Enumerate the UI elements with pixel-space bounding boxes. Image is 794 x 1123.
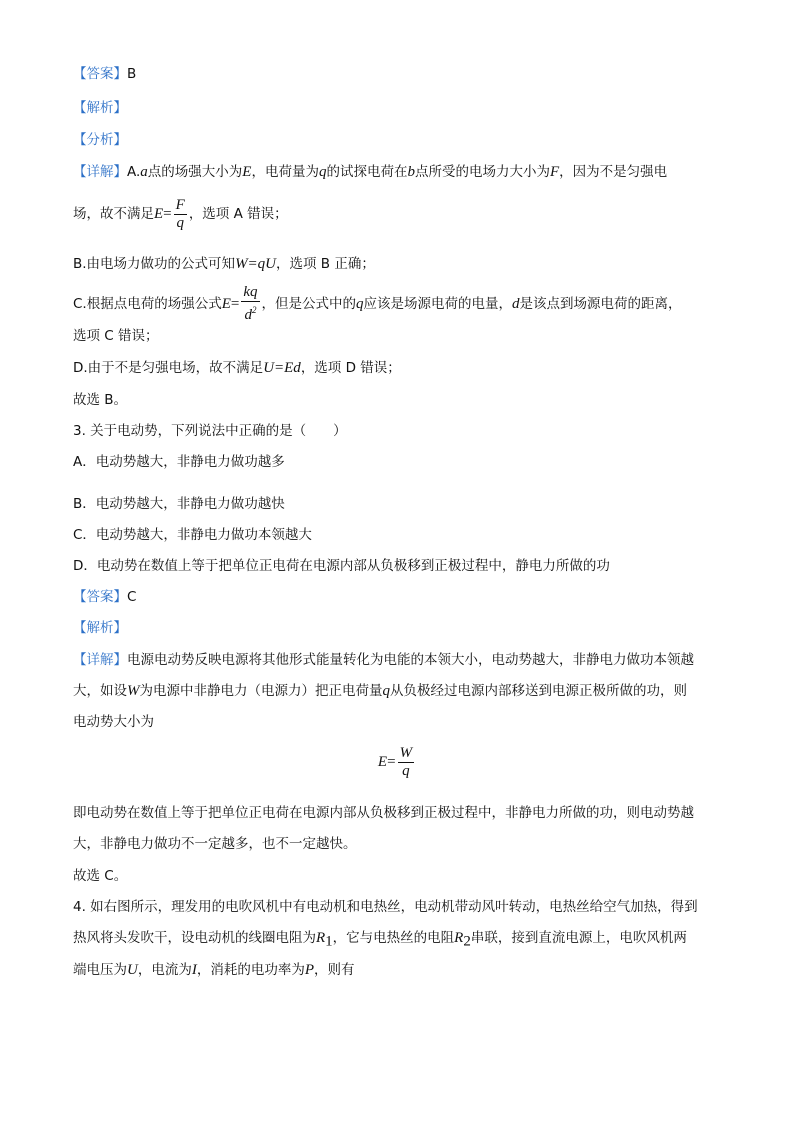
math-var: P bbox=[304, 962, 315, 978]
q4-line2 bbox=[73, 928, 687, 952]
formula-lhs: E bbox=[154, 206, 164, 222]
text-segment: 点的场强大小为 bbox=[147, 164, 243, 180]
text-segment: ，电流为 bbox=[137, 962, 192, 978]
text-segment: 大，如设 bbox=[73, 683, 127, 699]
q2-analysis-tag: 【解析】 bbox=[73, 100, 127, 116]
q3-conclusion: 故选 C。 bbox=[73, 868, 128, 884]
text-segment: 是该点到场源电荷的距离， bbox=[519, 296, 682, 312]
text-segment: C.根据点电荷的场强公式 bbox=[73, 296, 222, 312]
math-var: b bbox=[407, 164, 415, 180]
formula-lhs: E bbox=[221, 296, 231, 312]
subscript: 2 bbox=[463, 933, 471, 950]
text-segment: ，选项 A 错误； bbox=[188, 206, 288, 222]
text-segment: ，选项 B 正确； bbox=[276, 256, 375, 272]
q2-detail-a-line2 bbox=[73, 196, 288, 232]
math-var: q bbox=[356, 296, 364, 312]
math-var: R bbox=[316, 930, 326, 946]
math-var: R bbox=[454, 930, 464, 946]
q3-after-line1: 即电动势在数值上等于把单位正电荷在电源内部从负极移到正极过程中，非静电力所做的功，则电动势越 bbox=[73, 805, 694, 821]
q3-option-a: A．电动势越大，非静电力做功越多 bbox=[73, 454, 285, 470]
formula-eq: = bbox=[387, 754, 396, 770]
fraction-numerator: kq bbox=[243, 284, 258, 300]
subscript: 1 bbox=[325, 933, 333, 950]
answer-value: C bbox=[127, 589, 137, 605]
text-segment: 为电源中非静电力（电源力）把正电荷量 bbox=[139, 683, 383, 699]
formula-eq: = bbox=[230, 296, 240, 312]
q4-line3 bbox=[73, 960, 355, 980]
q3-detail-line1 bbox=[73, 650, 694, 670]
text-segment: ，电荷量为 bbox=[251, 164, 319, 180]
q3-display-formula bbox=[0, 744, 794, 780]
fraction-denominator: q bbox=[402, 762, 410, 779]
math-var: F bbox=[549, 164, 560, 180]
q3-detail-line2 bbox=[73, 681, 687, 701]
text-segment: ，它与电热丝的电阻 bbox=[332, 930, 455, 946]
text-segment: 点所受的电场力大小为 bbox=[414, 164, 550, 180]
formula-w-qu: W=qU bbox=[235, 256, 277, 272]
text-segment: ，则有 bbox=[314, 962, 355, 978]
denominator-base: d bbox=[244, 307, 252, 323]
q3-stem: 3. 关于电动势，下列说法中正确的是（ ） bbox=[73, 423, 347, 439]
text-segment: 从负极经过电源内部移送到电源正极所做的功，则 bbox=[390, 683, 687, 699]
q3-answer-line bbox=[73, 587, 136, 607]
text-segment: 场，故不满足 bbox=[73, 206, 154, 222]
q2-detail-a-line1 bbox=[73, 162, 667, 182]
fraction-f-over-q bbox=[174, 197, 187, 232]
q3-after-line2: 大，非静电力做功不一定越多，也不一定越快。 bbox=[73, 836, 357, 852]
text-segment: ，选项 D 错误； bbox=[300, 360, 401, 376]
answer-value: B bbox=[127, 66, 137, 82]
q3-analysis-tag: 【解析】 bbox=[73, 620, 127, 636]
q4-line1: 4. 如右图所示，理发用的电吹风机中有电动机和电热丝，电动机带动风叶转动，电热丝给空气加热，得到 bbox=[73, 899, 698, 915]
fraction-denominator bbox=[241, 302, 259, 324]
q3-option-b: B．电动势越大，非静电力做功越快 bbox=[73, 496, 285, 512]
text-segment: ，因为不是匀强电 bbox=[559, 164, 668, 180]
q2-fenxi-tag: 【分析】 bbox=[73, 132, 127, 148]
math-var: a bbox=[140, 164, 148, 180]
text-segment: ，但是公式中的 bbox=[261, 296, 357, 312]
math-var: E bbox=[242, 164, 252, 180]
q2-detail-c-line2: 选项 C 错误； bbox=[73, 328, 159, 344]
q3-option-c: C．电动势越大，非静电力做功本领越大 bbox=[73, 527, 312, 543]
detail-tag: 【详解】 bbox=[73, 164, 127, 180]
formula-lhs: E bbox=[377, 754, 388, 770]
text-segment: 电源电动势反映电源将其他形式能量转化为电能的本领大小，电动势越大，非静电力做功本领越 bbox=[127, 652, 694, 668]
math-var: I bbox=[191, 962, 197, 978]
text-segment: D.由于不是匀强电场，故不满足 bbox=[73, 360, 264, 376]
q2-conclusion: 故选 B。 bbox=[73, 392, 128, 408]
q2-answer-line bbox=[73, 64, 136, 84]
text-segment: B.由电场力做功的公式可知 bbox=[73, 256, 236, 272]
math-var: W bbox=[127, 683, 140, 699]
text-segment: 应该是场源电荷的电量， bbox=[363, 296, 513, 312]
math-var: d bbox=[512, 296, 520, 312]
fraction-w-over-q bbox=[398, 745, 415, 780]
fraction-numerator: W bbox=[399, 744, 413, 761]
q2-detail-b-line bbox=[73, 254, 375, 274]
formula-u-ed: U=Ed bbox=[263, 360, 301, 376]
fraction-numerator: F bbox=[175, 196, 185, 213]
fraction-denominator: q bbox=[176, 214, 184, 231]
math-var: q bbox=[382, 683, 390, 699]
text-segment: 端电压为 bbox=[73, 962, 127, 978]
fraction-kq-over-d2 bbox=[241, 284, 259, 324]
text-segment: A. bbox=[127, 164, 141, 180]
q2-detail-d-line bbox=[73, 358, 401, 378]
text-segment: ，消耗的电功率为 bbox=[196, 962, 305, 978]
math-var: U bbox=[127, 962, 138, 978]
detail-tag: 【详解】 bbox=[73, 652, 127, 668]
text-segment: 串联，接到直流电源上，电吹风机两 bbox=[470, 930, 687, 946]
math-var: q bbox=[318, 164, 327, 180]
denominator-exponent: 2 bbox=[251, 305, 257, 315]
q3-detail-line3: 电动势大小为 bbox=[73, 714, 154, 730]
answer-tag: 【答案】 bbox=[73, 589, 127, 605]
formula-eq: = bbox=[163, 206, 172, 222]
answer-tag: 【答案】 bbox=[73, 66, 127, 82]
text-segment: 的试探电荷在 bbox=[326, 164, 408, 180]
q2-detail-c-line1 bbox=[73, 284, 682, 324]
q3-option-d: D．电动势在数值上等于把单位正电荷在电源内部从负极移到正极过程中，静电力所做的功 bbox=[73, 558, 610, 574]
text-segment: 热风将头发吹干，设电动机的线圈电阻为 bbox=[73, 930, 316, 946]
